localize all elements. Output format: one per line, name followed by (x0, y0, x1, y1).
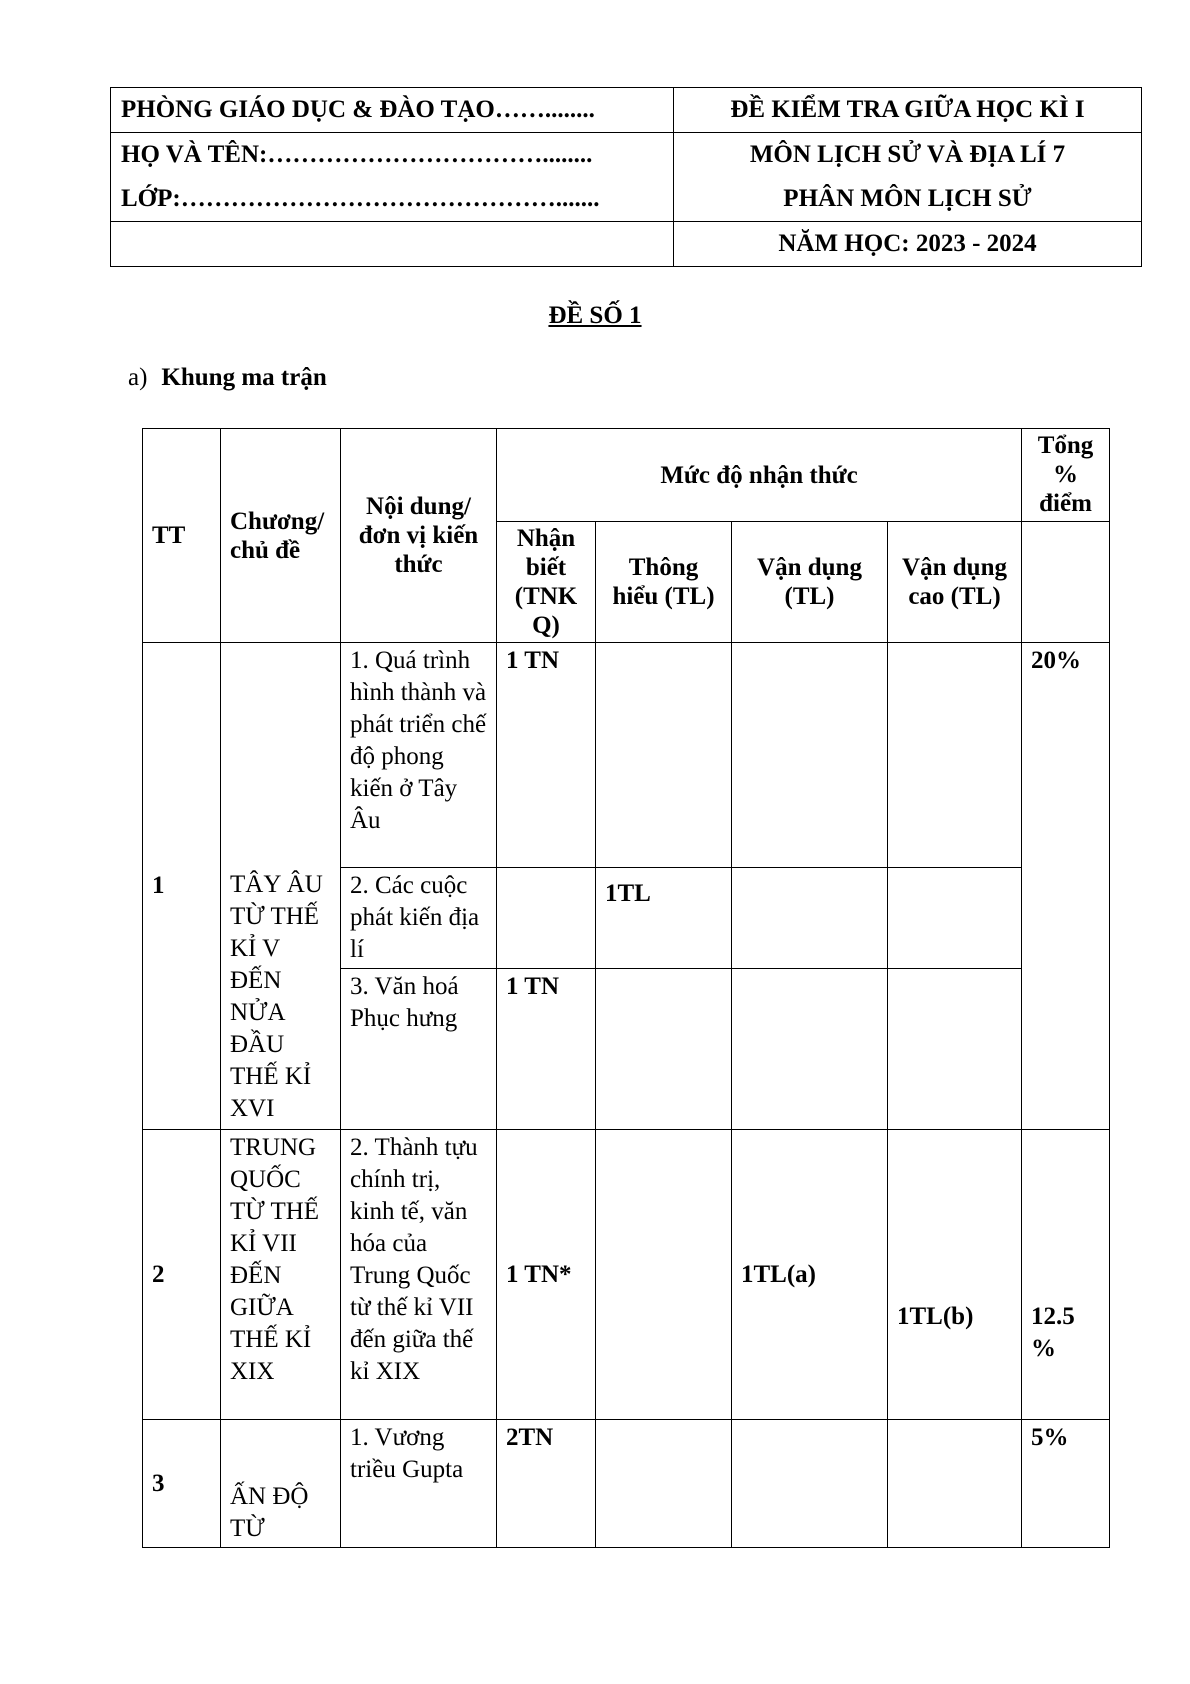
row-3-content-1: 1. Vương triều Gupta (341, 1420, 497, 1548)
row-1-apply-2 (732, 868, 888, 969)
knowledge-matrix-table (142, 428, 1110, 1548)
row-1-apply-high-1 (888, 643, 1022, 868)
class-field: LỚP:………………………………………....... (111, 177, 674, 222)
row-2-total: 12.5 % (1022, 1130, 1110, 1420)
section-heading (128, 364, 327, 392)
subject-part: PHÂN MÔN LỊCH SỬ (674, 177, 1142, 222)
row-2-understand-1 (596, 1130, 732, 1420)
school-year: NĂM HỌC: 2023 - 2024 (674, 222, 1142, 267)
row-1-content-3: 3. Văn hoá Phục hưng (341, 969, 497, 1130)
row-3-total: 5% (1022, 1420, 1110, 1548)
header-apply-high: Vận dụng cao (TL) (888, 522, 1022, 643)
section-title: Khung ma trận (161, 364, 327, 391)
row-1-recognize-2 (497, 868, 596, 969)
row-1-understand-1 (596, 643, 732, 868)
row-3-tt: 3 (143, 1420, 221, 1548)
row-2-content-1: 2. Thành tựu chính trị, kinh tế, văn hóa của Trung Quốc từ thế kỉ VII đến giữa thế kỉ XIX (341, 1130, 497, 1420)
row-1-tt: 1 (143, 643, 221, 1130)
row-3-apply-1 (732, 1420, 888, 1548)
row-3-chapter: ẤN ĐỘ TỪ (221, 1420, 341, 1548)
row-2-chapter: TRUNG QUỐC TỪ THẾ KỈ VII ĐẾN GIỮA THẾ KỈ XIX (221, 1130, 341, 1420)
row-1-apply-3 (732, 969, 888, 1130)
section-label: a) (128, 364, 148, 391)
row-1-apply-high-2 (888, 868, 1022, 969)
row-2-recognize-1: 1 TN* (497, 1130, 596, 1420)
school-name: PHÒNG GIÁO DỤC & ĐÀO TẠO……........ (111, 88, 674, 133)
row-2-apply-high-1: 1TL(b) (888, 1130, 1022, 1420)
exam-title: ĐỀ KIỂM TRA GIỮA HỌC KÌ I (674, 88, 1142, 133)
row-1-content-1: 1. Quá trình hình thành và phát triển chế độ phong kiến ở Tây Âu (341, 643, 497, 868)
row-3-recognize-1: 2TN (497, 1420, 596, 1548)
row-1-total: 20% (1022, 643, 1110, 1130)
subject-name: MÔN LỊCH SỬ VÀ ĐỊA LÍ 7 (674, 133, 1142, 178)
exam-code: ĐỀ SỐ 1 (548, 302, 642, 329)
header-understand: Thông hiểu (TL) (596, 522, 732, 643)
row-3-understand-1 (596, 1420, 732, 1548)
row-1-apply-high-3 (888, 969, 1022, 1130)
header-chapter: Chương/ chủ đề (221, 429, 341, 643)
student-name-field: HỌ VÀ TÊN:……………………………........ (111, 133, 674, 178)
row-2-tt: 2 (143, 1130, 221, 1420)
row-1-understand-2: 1TL (596, 868, 732, 969)
row-1-understand-3 (596, 969, 732, 1130)
row-1-content-2: 2. Các cuộc phát kiến địa lí (341, 868, 497, 969)
row-1-recognize-1: 1 TN (497, 643, 596, 868)
header-empty-cell (111, 222, 674, 267)
row-2-apply-1: 1TL(a) (732, 1130, 888, 1420)
header-cognitive-level: Mức độ nhận thức (497, 429, 1022, 522)
row-3-apply-high-1 (888, 1420, 1022, 1548)
header-tt: TT (143, 429, 221, 643)
row-1-apply-1 (732, 643, 888, 868)
row-1-chapter: TÂY ÂU TỪ THẾ KỈ V ĐẾN NỬA ĐẦU THẾ KỈ XVI (221, 643, 341, 1130)
header-apply: Vận dụng (TL) (732, 522, 888, 643)
row-1-recognize-3: 1 TN (497, 969, 596, 1130)
header-content: Nội dung/đơn vị kiến thức (341, 429, 497, 643)
header-table (110, 87, 1142, 267)
header-total: Tổng % điểm (1022, 429, 1110, 522)
header-recognize: Nhận biết (TNK Q) (497, 522, 596, 643)
header-total-empty (1022, 522, 1110, 643)
